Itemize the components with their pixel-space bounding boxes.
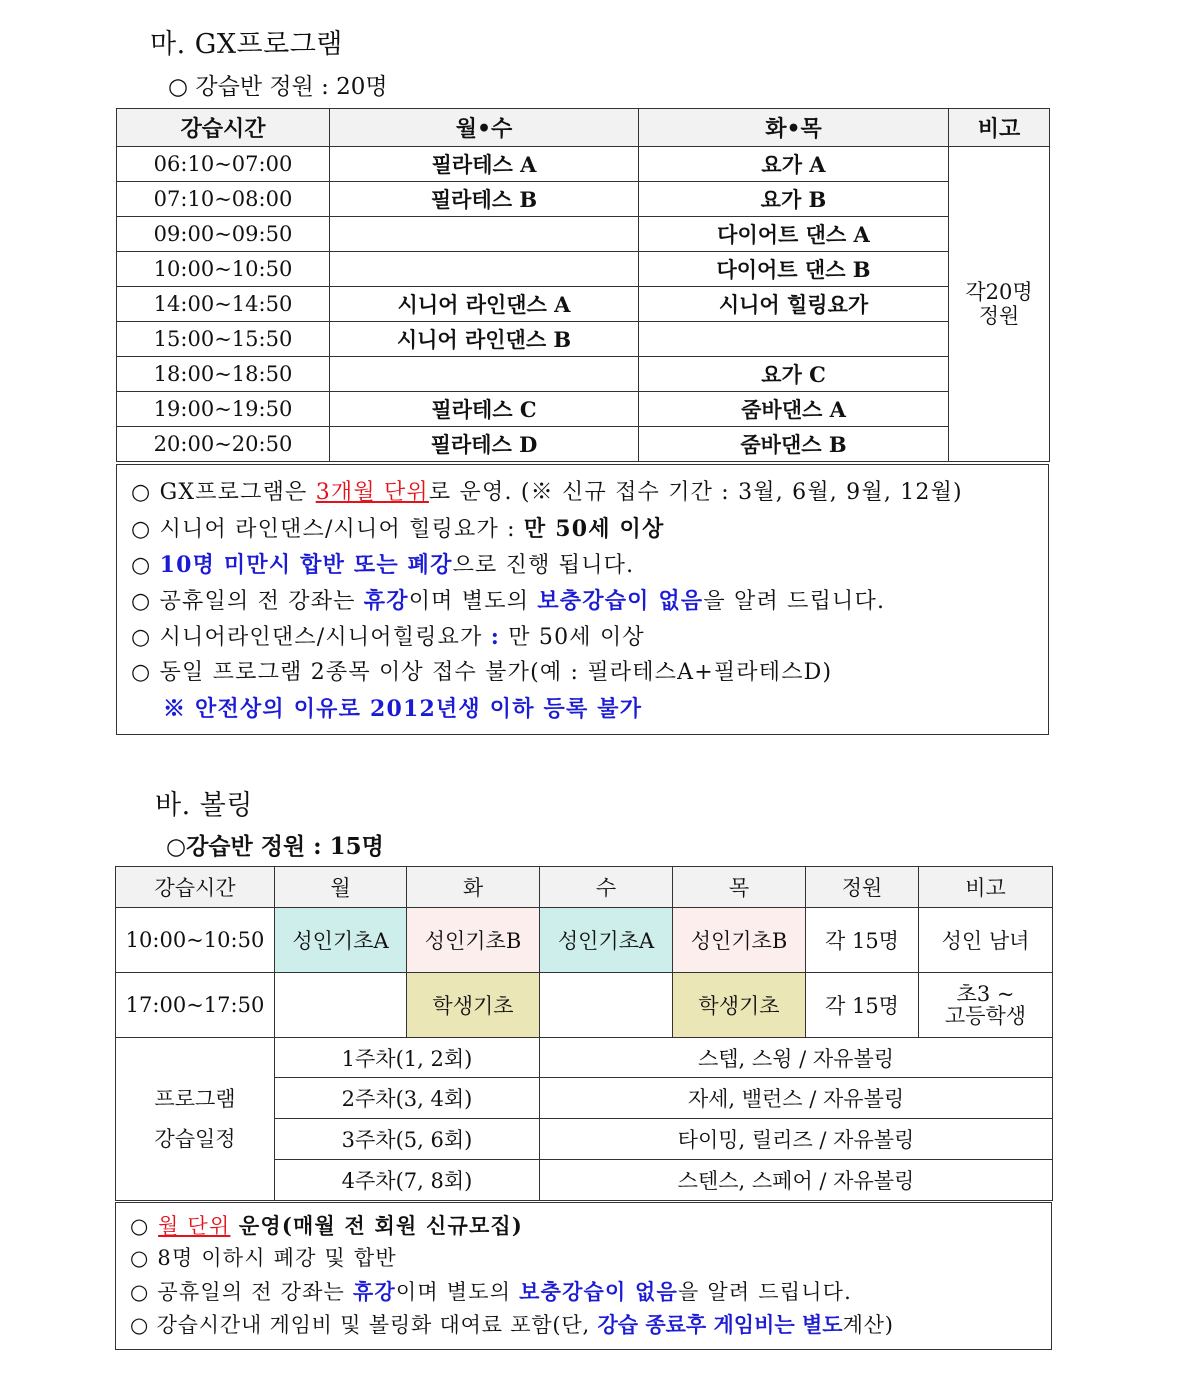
highlight-text: 보충강습이 없음 bbox=[537, 588, 704, 614]
program-cell: 시니어 라인댄스 A bbox=[330, 287, 639, 322]
gx-header-mon-wed: 월•수 bbox=[330, 109, 639, 147]
gx-note-senior: ○ 시니어 라인댄스/시니어 힐링요가 : 만 50세 이상 bbox=[131, 516, 665, 542]
time-cell: 15:00~15:50 bbox=[117, 322, 330, 357]
time-cell: 19:00~19:50 bbox=[117, 392, 330, 427]
bowling-notes-box bbox=[115, 1202, 1052, 1350]
highlight-text: 3개월 단위 bbox=[315, 480, 429, 505]
gx-note-term: ○ GX프로그램은 3개월 단위로 운영. (※ 신규 접수 기간 : 3월, 6월, 9월, 12월) bbox=[131, 480, 963, 505]
bowling-note-min: ○ 8명 이하시 폐강 및 합반 bbox=[130, 1246, 397, 1270]
gx-note-safety: ※ 안전상의 이유로 2012년생 이하 등록 불가 bbox=[163, 696, 643, 722]
curriculum-cell: 스텝, 스윙 / 자유볼링 bbox=[540, 1038, 1053, 1078]
table-row bbox=[117, 182, 1050, 217]
program-cell: 줌바댄스 B bbox=[639, 427, 949, 462]
remark-cell bbox=[919, 973, 1053, 1038]
bowling-header-row bbox=[116, 867, 1053, 908]
table-row bbox=[117, 217, 1050, 252]
bowling-header-mon: 월 bbox=[275, 867, 407, 908]
program-cell bbox=[330, 357, 639, 392]
remark-line: 정원 bbox=[978, 304, 1020, 328]
capacity-cell: 각 15명 bbox=[806, 908, 919, 973]
table-row bbox=[117, 392, 1050, 427]
program-cell: 필라테스 D bbox=[330, 427, 639, 462]
bowling-note-term: ○ 월 단위 운영(매월 전 회원 신규모집) bbox=[130, 1213, 524, 1238]
bowling-header-capacity: 정원 bbox=[806, 867, 919, 908]
remark-line: 각20명 bbox=[965, 280, 1033, 304]
class-cell bbox=[275, 973, 407, 1038]
bowling-capacity: ○강습반 정원 : 15명 bbox=[166, 833, 384, 860]
program-cell: 시니어 라인댄스 B bbox=[330, 322, 639, 357]
gx-notes-box bbox=[116, 464, 1049, 735]
remark-line: 초3 ~ bbox=[956, 982, 1015, 1006]
bowling-header-thu: 목 bbox=[673, 867, 806, 908]
class-cell: 학생기초 bbox=[407, 973, 540, 1038]
highlight-text: 강습 종료후 게임비는 별도 bbox=[597, 1312, 843, 1337]
table-row bbox=[117, 357, 1050, 392]
program-cell: 요가 C bbox=[639, 357, 949, 392]
bowling-section-title: 바. 볼링 bbox=[155, 790, 253, 821]
gx-note-senior-age: ○ 시니어라인댄스/시니어힐링요가 : 만 50세 이상 bbox=[131, 624, 645, 650]
gx-note-holiday: ○ 공휴일의 전 강좌는 휴강이며 별도의 보충강습이 없음을 알려 드립니다. bbox=[131, 588, 886, 614]
time-cell: 14:00~14:50 bbox=[117, 287, 330, 322]
table-row bbox=[117, 427, 1050, 462]
remark-cell: 성인 남녀 bbox=[919, 908, 1053, 973]
gx-header-tue-thu: 화•목 bbox=[639, 109, 949, 147]
highlight-text: 보충강습이 없음 bbox=[519, 1279, 679, 1304]
curriculum-cell: 자세, 밸런스 / 자유볼링 bbox=[540, 1078, 1053, 1119]
highlight-text: 월 단위 bbox=[158, 1214, 231, 1238]
capacity-cell: 각 15명 bbox=[806, 973, 919, 1038]
gx-section-title: 마. GX프로그램 bbox=[150, 29, 343, 60]
program-cell: 요가 B bbox=[639, 182, 949, 217]
gx-capacity: ○ 강습반 정원 : 20명 bbox=[168, 74, 388, 100]
time-cell: 10:00~10:50 bbox=[116, 908, 275, 973]
class-cell: 성인기초A bbox=[540, 908, 673, 973]
bowling-note-holiday: ○ 공휴일의 전 강좌는 휴강이며 별도의 보충강습이 없음을 알려 드립니다. bbox=[130, 1279, 853, 1304]
class-cell: 성인기초B bbox=[673, 908, 806, 973]
table-row bbox=[116, 1038, 1053, 1078]
remark-line: 고등학생 bbox=[944, 1004, 1027, 1028]
table-row bbox=[117, 287, 1050, 322]
bowling-schedule-table bbox=[115, 866, 1053, 1201]
bowling-header-wed: 수 bbox=[540, 867, 673, 908]
curriculum-cell: 타이밍, 릴리즈 / 자유볼링 bbox=[540, 1119, 1053, 1160]
schedule-label-line: 강습일정 bbox=[154, 1127, 236, 1151]
class-cell: 성인기초A bbox=[275, 908, 407, 973]
schedule-label-cell bbox=[116, 1038, 275, 1201]
program-cell: 필라테스 C bbox=[330, 392, 639, 427]
time-cell: 20:00~20:50 bbox=[117, 427, 330, 462]
table-row bbox=[116, 908, 1053, 973]
gx-header-remark: 비고 bbox=[949, 109, 1050, 147]
gx-header-row bbox=[117, 109, 1050, 147]
week-cell: 2주차(3, 4회) bbox=[275, 1078, 540, 1119]
program-cell bbox=[639, 322, 949, 357]
table-row bbox=[117, 147, 1050, 182]
week-cell: 4주차(7, 8회) bbox=[275, 1160, 540, 1201]
program-cell bbox=[330, 217, 639, 252]
program-cell: 필라테스 A bbox=[330, 147, 639, 182]
time-cell: 07:10~08:00 bbox=[117, 182, 330, 217]
table-row bbox=[116, 973, 1053, 1038]
program-cell: 다이어트 댄스 A bbox=[639, 217, 949, 252]
highlight-text: 휴강 bbox=[363, 588, 409, 614]
gx-schedule-table bbox=[116, 108, 1050, 462]
program-cell: 요가 A bbox=[639, 147, 949, 182]
time-cell: 17:00~17:50 bbox=[116, 973, 275, 1038]
highlight-text: 10명 미만시 합반 또는 폐강 bbox=[159, 552, 453, 578]
class-cell: 학생기초 bbox=[673, 973, 806, 1038]
bowling-header-tue: 화 bbox=[407, 867, 540, 908]
class-cell bbox=[540, 973, 673, 1038]
gx-note-duplicate: ○ 동일 프로그램 2종목 이상 접수 불가(예 : 필라테스A+필라테스D) bbox=[131, 660, 833, 685]
class-cell: 성인기초B bbox=[407, 908, 540, 973]
curriculum-cell: 스텐스, 스페어 / 자유볼링 bbox=[540, 1160, 1053, 1201]
highlight-text: : bbox=[490, 624, 501, 650]
program-cell: 다이어트 댄스 B bbox=[639, 252, 949, 287]
gx-header-time: 강습시간 bbox=[117, 109, 330, 147]
week-cell: 3주차(5, 6회) bbox=[275, 1119, 540, 1160]
gx-note-min-enrollment: ○ 10명 미만시 합반 또는 폐강으로 진행 됩니다. bbox=[131, 552, 635, 578]
bowling-note-fees: ○ 강습시간내 게임비 및 볼링화 대여료 포함(단, 강습 종료후 게임비는 별도계산) bbox=[130, 1312, 894, 1337]
table-row bbox=[117, 252, 1050, 287]
program-cell: 줌바댄스 A bbox=[639, 392, 949, 427]
gx-remark-cell bbox=[949, 147, 1050, 462]
bowling-header-time: 강습시간 bbox=[116, 867, 275, 908]
program-cell: 시니어 힐링요가 bbox=[639, 287, 949, 322]
time-cell: 18:00~18:50 bbox=[117, 357, 330, 392]
highlight-text: 만 50세 이상 bbox=[523, 516, 665, 542]
table-row bbox=[117, 322, 1050, 357]
program-cell: 필라테스 B bbox=[330, 182, 639, 217]
bowling-header-remark: 비고 bbox=[919, 867, 1053, 908]
schedule-label-line: 프로그램 bbox=[154, 1087, 236, 1111]
program-cell bbox=[330, 252, 639, 287]
time-cell: 10:00~10:50 bbox=[117, 252, 330, 287]
time-cell: 06:10~07:00 bbox=[117, 147, 330, 182]
week-cell: 1주차(1, 2회) bbox=[275, 1038, 540, 1078]
time-cell: 09:00~09:50 bbox=[117, 217, 330, 252]
highlight-text: 휴강 bbox=[352, 1279, 396, 1304]
